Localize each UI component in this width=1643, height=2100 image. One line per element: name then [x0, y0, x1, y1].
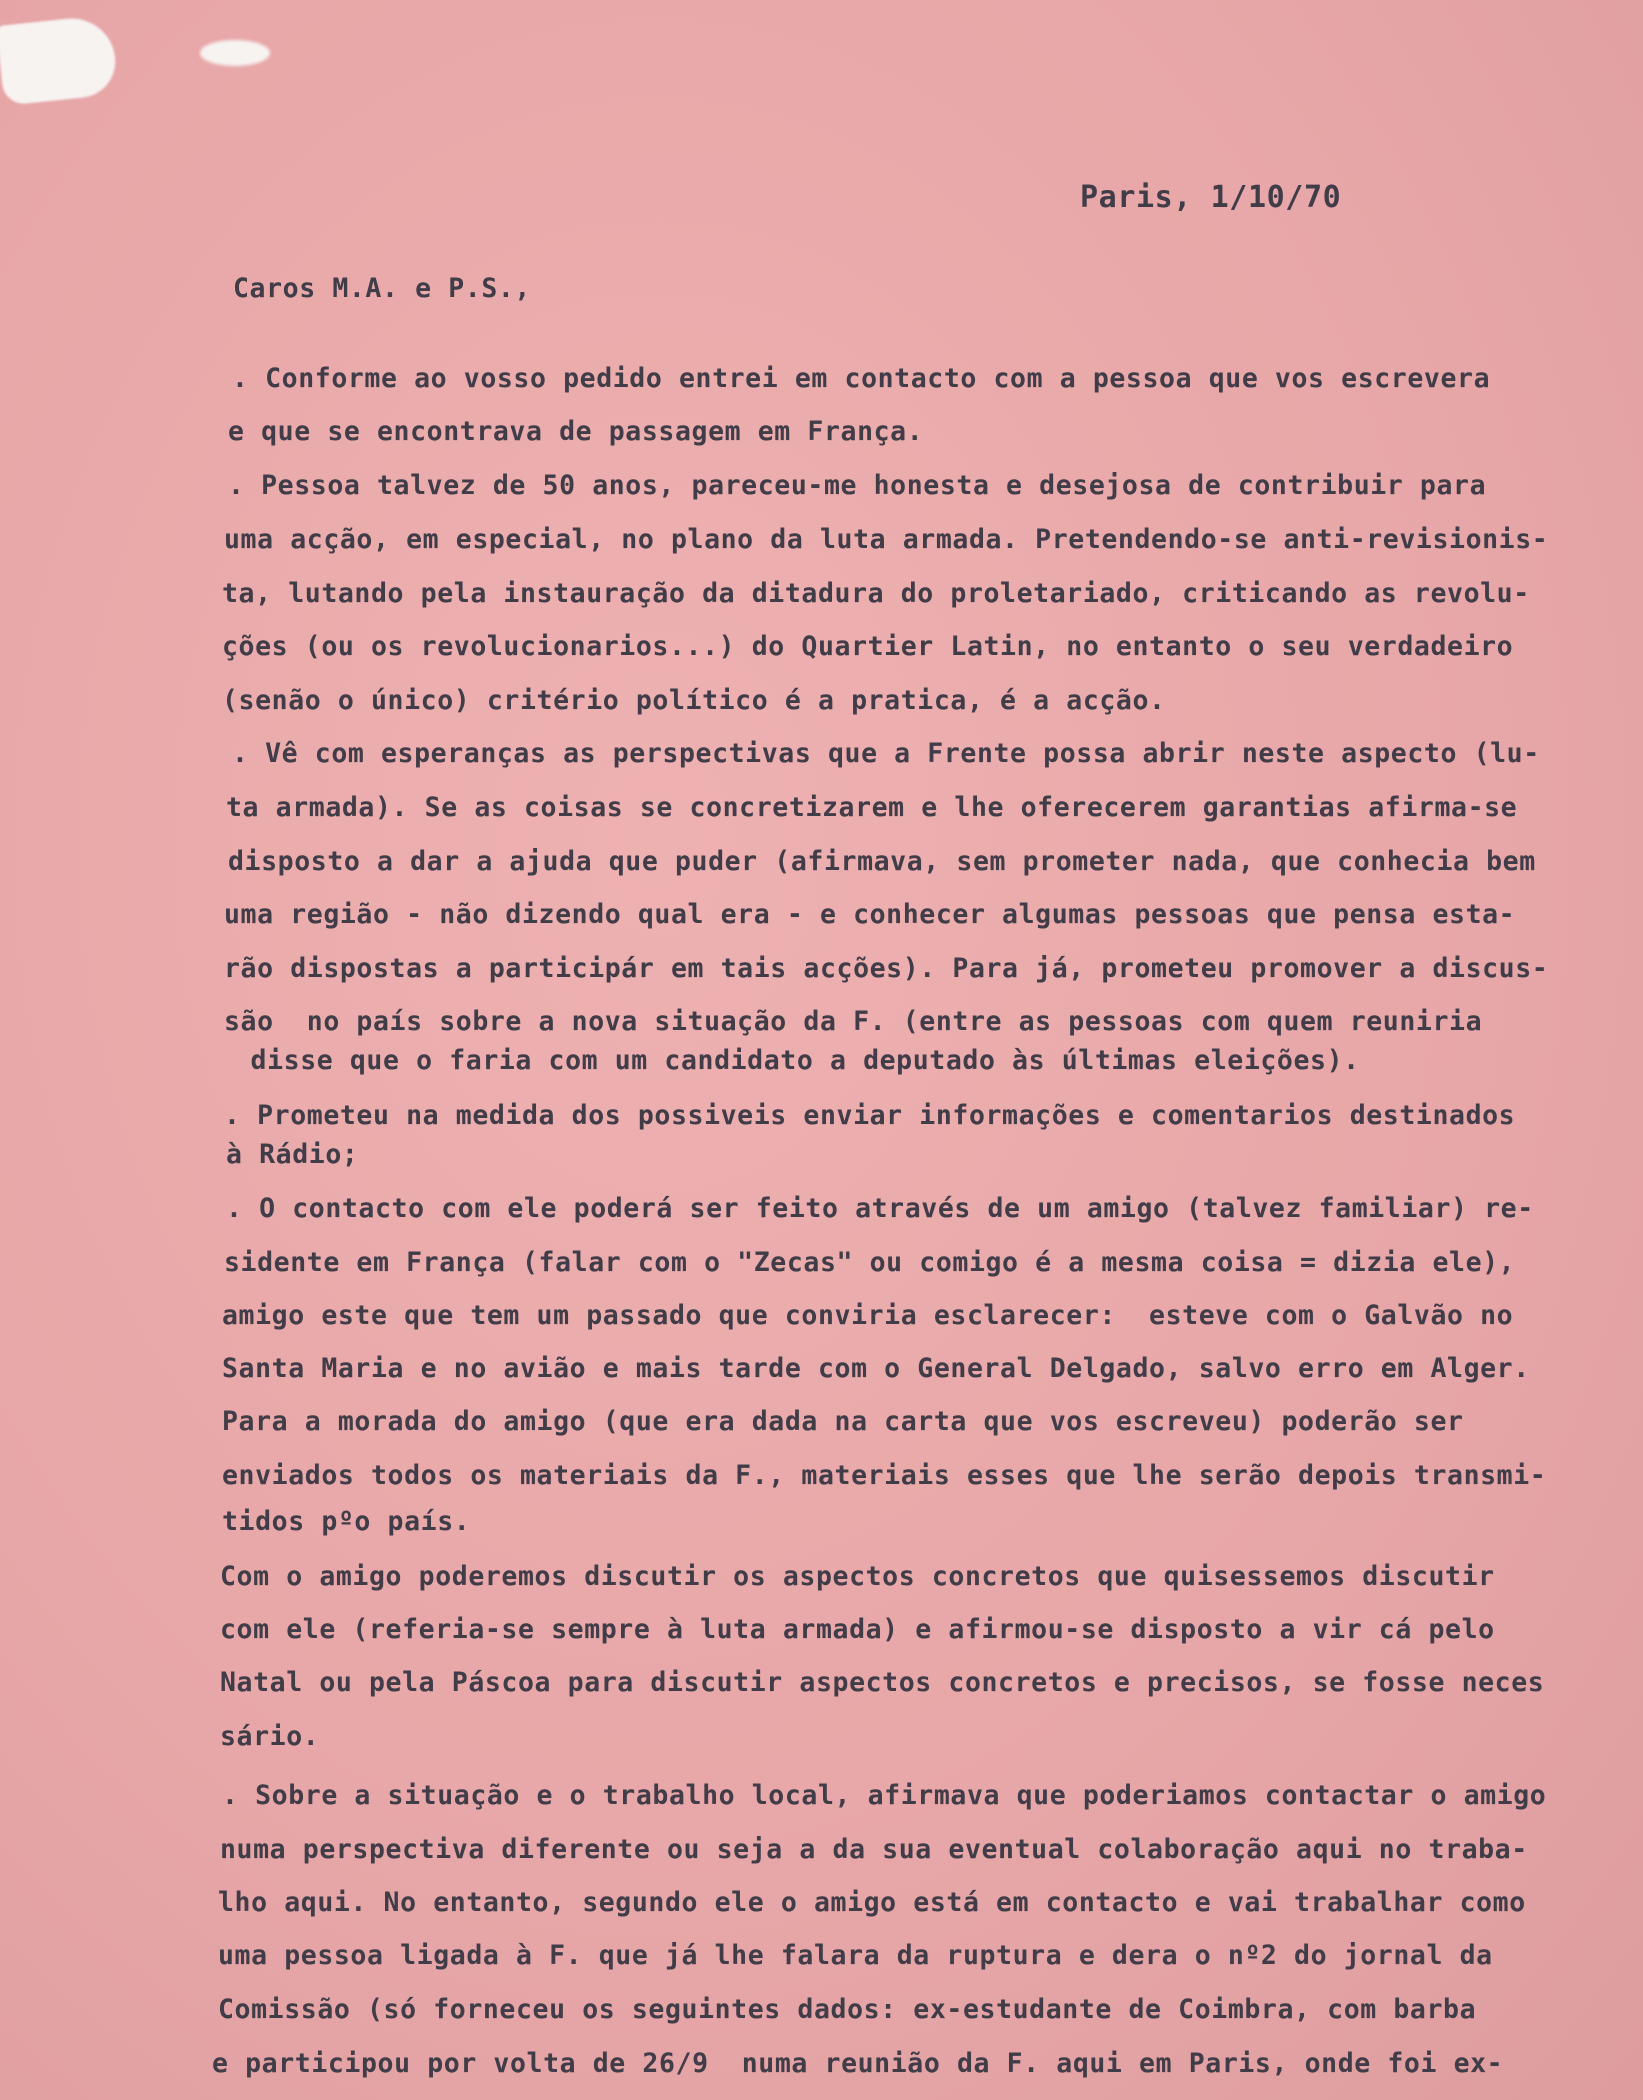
- letter-line: com ele (referia-se sempre à luta armada) e afirmou-se disposto a vir cá pelo: [220, 1614, 1495, 1645]
- letter-line: Para a morada do amigo (que era dada na carta que vos escreveu) poderão ser: [222, 1406, 1464, 1437]
- letter-line: amigo este que tem um passado que conviria esclarecer: esteve com o Galvão no: [222, 1300, 1514, 1331]
- letter-line: uma região - não dizendo qual era - e conhecer algumas pessoas que pensa esta-: [224, 899, 1516, 930]
- letter-line: sário.: [220, 1721, 320, 1752]
- letter-line: ta, lutando pela instauração da ditadura do proletariado, criticando as revolu-: [222, 578, 1530, 609]
- letter-line: enviados todos os materiais da F., materiais esses que lhe serão depois transmi-: [222, 1460, 1547, 1491]
- letter-line: rão dispostas a participár em tais acções). Para já, prometeu promover a discus-: [224, 953, 1549, 984]
- letter-line: Natal ou pela Páscoa para discutir aspectos concretos e precisos, se fosse neces: [220, 1667, 1545, 1698]
- letter-line: Santa Maria e no avião e mais tarde com o General Delgado, salvo erro em Alger.: [222, 1353, 1530, 1384]
- letter-date: Paris, 1/10/70: [1080, 180, 1342, 215]
- letter-line: à Rádio;: [226, 1139, 359, 1170]
- letter-line: uma pessoa ligada à F. que já lhe falara da ruptura e dera o nº2 do jornal da: [218, 1940, 1493, 1971]
- letter-line: . O contacto com ele poderá ser feito através de um amigo (talvez familiar) re-: [226, 1193, 1534, 1224]
- letter-line: . Sobre a situação e o trabalho local, afirmava que poderiamos contactar o amigo: [222, 1780, 1547, 1811]
- letter-line: . Prometeu na medida dos possiveis enviar informações e comentarios destinados: [224, 1100, 1516, 1131]
- letter-line: e que se encontrava de passagem em França.: [228, 416, 924, 447]
- letter-line: tidos pºo país.: [222, 1506, 471, 1537]
- letter-line: (senão o único) critério político é a pratica, é a acção.: [222, 685, 1166, 716]
- letter-line: uma acção, em especial, no plano da luta armada. Pretendendo-se anti-revisionis-: [224, 524, 1549, 555]
- letter-line: são no país sobre a nova situação da F. (entre as pessoas com quem reuniria: [224, 1006, 1483, 1037]
- letter-line: . Pessoa talvez de 50 anos, pareceu-me honesta e desejosa de contribuir para: [228, 470, 1487, 501]
- letter-line: Com o amigo poderemos discutir os aspectos concretos que quisessemos discutir: [220, 1561, 1495, 1592]
- letter-salutation: Caros M.A. e P.S.,: [233, 273, 531, 304]
- letter-line: e participou por volta de 26/9 numa reunião da F. aqui em Paris, onde foi ex-: [212, 2048, 1504, 2079]
- letter-line: . Conforme ao vosso pedido entrei em contacto com a pessoa que vos escrevera: [232, 363, 1491, 394]
- letter-line: Comissão (só forneceu os seguintes dados: ex-estudante de Coimbra, com barba: [218, 1994, 1477, 2025]
- torn-corner: [0, 14, 119, 106]
- letter-line: numa perspectiva diferente ou seja a da sua eventual colaboração aqui no traba-: [220, 1834, 1528, 1865]
- letter-line: lho aqui. No entanto, segundo ele o amigo está em contacto e vai trabalhar como: [218, 1887, 1526, 1918]
- letter-line: ta armada). Se as coisas se concretizarem e lhe oferecerem garantias afirma-se: [226, 792, 1518, 823]
- letter-line: sidente em França (falar com o "Zecas" ou comigo é a mesma coisa = dizia ele),: [224, 1247, 1516, 1278]
- letter-line: . Vê com esperanças as perspectivas que a Frente possa abrir neste aspecto (lu-: [232, 738, 1540, 769]
- letter-line: disposto a dar a ajuda que puder (afirmava, sem prometer nada, que conhecia bem: [228, 846, 1536, 877]
- paper-blemish: [200, 40, 270, 66]
- letter-line: disse que o faria com um candidato a deputado às últimas eleições).: [234, 1045, 1360, 1076]
- letter-line: ções (ou os revolucionarios...) do Quartier Latin, no entanto o seu verdadeiro: [222, 631, 1514, 662]
